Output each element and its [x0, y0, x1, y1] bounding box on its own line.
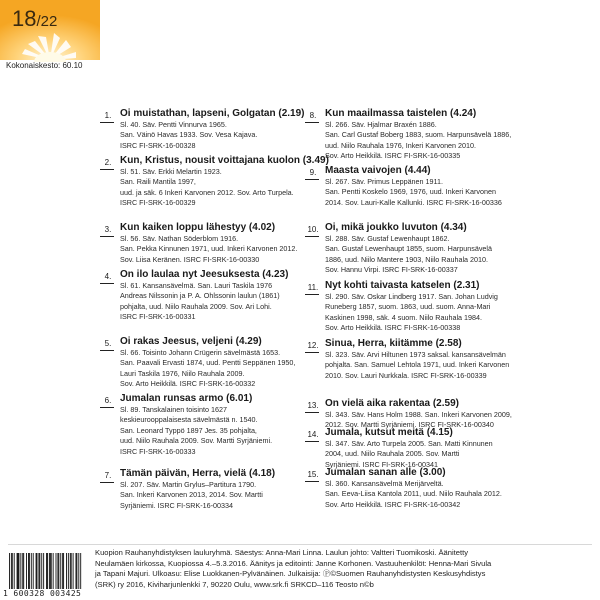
track-desc-line: Sl. 207. Säv. Martin Grylus–Partitura 1790. — [120, 480, 257, 489]
barcode-bar — [73, 553, 74, 589]
track-desc-line: uud. ja säk. 6 Inkeri Karvonen 2012. Sov. Arto Turpela. — [120, 187, 294, 197]
barcode-bar — [51, 553, 52, 589]
barcode-bar — [78, 553, 79, 589]
track-number-underline — [305, 412, 319, 413]
track-number-text: 2. — [104, 158, 112, 167]
track-number-underline — [305, 352, 319, 353]
track-desc-line: Sl. 51. Säv. Erkki Melartin 1923. — [120, 167, 222, 176]
barcode-bar — [70, 553, 71, 589]
track-number-text: 11. — [307, 283, 319, 292]
total-duration: Kokonaiskesto: 60.10 — [6, 61, 83, 70]
barcode-bar — [17, 553, 18, 589]
track-desc-line: ISRC FI-SRK-16-00328 — [120, 140, 196, 150]
track-number-underline — [100, 122, 114, 123]
track-title: Kun, Kristus, nousit voittajana kuolon (3.49) — [120, 155, 329, 166]
track-number — [100, 225, 123, 234]
track-number — [305, 225, 328, 234]
barcode-bar — [12, 553, 13, 589]
track-title: Kun maailmassa taistelen (4.24) — [325, 108, 477, 119]
track-number-underline — [305, 481, 319, 482]
track-number-underline — [100, 482, 114, 483]
track-desc-line: Syrjäniemi. ISRC FI-SRK-16-00341 — [325, 459, 439, 469]
track-desc-line: ISRC FI-SRK-16-00329 — [120, 198, 196, 208]
track-desc-line: Sl. 323. Säv. Arvi Hiltunen 1973 saksal. kansansävelmän — [325, 350, 506, 359]
track-number — [305, 111, 328, 120]
barcode-bar — [49, 553, 50, 589]
track-desc-line: San. Väinö Havas 1933. Sov. Vesa Kajava. — [120, 130, 258, 140]
track-number — [305, 341, 328, 350]
track-desc-line: Sov. Hannu Virpi. ISRC FI-SRK-16-00337 — [325, 265, 458, 275]
track-number — [100, 339, 123, 348]
track-desc-line: pohjalta. San. Samuel Lehtola 1971, uud. Inkeri Karvonen — [325, 360, 510, 370]
track-number-underline — [305, 294, 319, 295]
track-number-text: 5. — [104, 339, 112, 348]
barcode-bar — [31, 553, 32, 589]
track-item — [305, 338, 565, 381]
track-desc-line: ISRC FI-SRK-16-00333 — [120, 446, 196, 456]
track-title: Jumalan sanan alle (3.00) — [325, 467, 446, 478]
barcode-bar — [47, 553, 48, 589]
track-desc-line: Sl. 343. Säv. Hans Holm 1988. San. Inkeri Karvonen 2009, — [325, 410, 512, 419]
barcode-bar — [39, 553, 40, 589]
barcode-bar — [76, 553, 77, 589]
barcode-bar — [14, 553, 15, 589]
track-number-text: 4. — [104, 272, 112, 281]
track-item — [305, 108, 565, 162]
track-title: Kun kaiken loppu lähestyy (4.02) — [120, 222, 276, 233]
barcode-bar — [23, 553, 24, 589]
track-number-text: 7. — [104, 471, 112, 480]
barcode-bar — [60, 553, 61, 589]
track-item — [305, 467, 565, 510]
track-desc-line: Sl. 56. Säv. Nathan Söderblom 1916. — [120, 234, 239, 243]
track-desc-line: Sl. 89. Tanskalainen toisinto 1627 — [120, 405, 227, 414]
track-desc-line: Sl. 360. Kansansävelmä Merijärveltä. — [325, 479, 444, 488]
track-title: Tämän päivän, Herra, vielä (4.18) — [120, 468, 276, 479]
track-number-text: 13. — [307, 401, 319, 410]
track-desc-line: pohjalta, uud. Niilo Rauhala 2009. Sov. Ari Lohi. — [120, 301, 272, 311]
track-number — [305, 283, 328, 292]
credits — [95, 548, 585, 590]
track-number-underline — [100, 350, 114, 351]
barcode-digits: 1 600328 003425 — [3, 589, 82, 598]
track-number-underline — [100, 283, 114, 284]
track-desc-line: Andreas Nilssonin ja P. A. Ohlssonin laulun (1861) — [120, 291, 280, 301]
barcode-bar — [41, 553, 42, 589]
track-desc-line: Sov. Arto Heikkilä. ISRC FI-SRK-16-00335 — [325, 151, 461, 161]
barcode-bar — [71, 553, 72, 589]
barcode-bar — [38, 553, 39, 589]
barcode-bar — [66, 553, 67, 589]
barcode-bar — [20, 553, 21, 589]
track-desc-line: 1886, uud. Niilo Mantere 1903, Niilo Rauhala 2010. — [325, 254, 489, 264]
barcode-bar — [28, 553, 29, 589]
track-number-text: 14. — [307, 430, 319, 439]
track-desc-line: Runeberg 1857, suom. 1863, uud. suom. Anna-Mari — [325, 302, 491, 312]
track-number — [100, 158, 123, 167]
track-number-underline — [305, 441, 319, 442]
track-title: Nyt kohti taivasta katselen (2.31) — [325, 280, 480, 291]
track-number — [305, 168, 328, 177]
barcode-bar — [53, 553, 54, 589]
track-desc-line: Sov. Arto Heikkilä. ISRC FI-SRK-16-00332 — [120, 379, 256, 389]
track-number-text: 6. — [104, 396, 112, 405]
credits-line: Neulamäen kirkossa, Kuopiossa 4.–5.3.2016. Äänitys ja editointi: Janne Korhonen. Vastuuhenkilöt: Henna-Mari Sivula — [95, 558, 492, 568]
track-desc-line: San. Inkeri Karvonen 2013, 2014. Sov. Martti — [120, 490, 263, 500]
track-desc-line: San. Pentti Koskelo 1969, 1976, uud. Inkeri Karvonen — [325, 187, 497, 197]
track-item — [305, 165, 565, 208]
barcode-bar — [9, 553, 10, 589]
barcode-bar — [18, 553, 19, 589]
track-number-text: 3. — [104, 225, 112, 234]
track-number — [305, 430, 328, 439]
track-title: Maasta vaivojen (4.44) — [325, 165, 431, 176]
track-number-text: 12. — [307, 341, 319, 350]
track-desc-line: Sl. 266. Säv. Hjalmar Braxén 1886. — [325, 120, 437, 129]
track-desc-line: 2004, uud. Niilo Rauhala 2005. Sov. Martti — [325, 449, 460, 459]
track-desc-line: Sov. Liisa Keränen. ISRC FI-SRK-16-00330 — [120, 254, 260, 264]
track-desc-line: Sl. 40. Säv. Pentti Vinnurva 1965. — [120, 120, 227, 129]
credits-line: (SRK) ry 2016, Kiviharjunlenkki 7, 90220 Oulu, www.srk.fi SRKCD–116 Teosto n©b — [95, 579, 374, 589]
track-item — [305, 427, 565, 470]
barcode-bar — [46, 553, 47, 589]
track-title: Jumalan runsas armo (6.01) — [120, 393, 253, 404]
track-desc-line: San. Pekka Kinnunen 1971, uud. Inkeri Karvonen 2012. — [120, 244, 298, 254]
track-desc-line: San. Leonard Typpö 1897 Jes. 35 pohjalta, — [120, 425, 257, 435]
barcode-bar — [63, 553, 64, 589]
barcode-bar — [37, 553, 38, 589]
barcode-bar — [11, 553, 12, 589]
barcode-bar — [76, 553, 77, 589]
album-number-total: /22 — [36, 13, 58, 30]
credits-line: Kuopion Rauhanyhdistyksen lauluryhmä. Säestys: Anna-Mari Linna. Laulun johto: Valtteri Tuomikoski. Äänitetty — [95, 548, 469, 557]
track-desc-line: 2014. Sov. Lauri-Kalle Kallunki. ISRC FI-SRK-16-00336 — [325, 197, 502, 207]
barcode-bar — [29, 553, 30, 589]
track-desc-line: ISRC FI-SRK-16-00331 — [120, 312, 196, 322]
barcode-bar — [62, 553, 63, 589]
track-number-underline — [305, 179, 319, 180]
track-desc-line: uud. Niilo Rauhala 1976, Inkeri Karvonen 2010. — [325, 140, 477, 150]
track-desc-line: 2010. Sov. Lauri Nurkkala. ISRC FI-SRK-16-00339 — [325, 370, 487, 380]
track-desc-line: Syrjäniemi. ISRC FI-SRK-16-00334 — [120, 500, 234, 510]
barcode-bar — [56, 553, 57, 589]
track-number-text: 9. — [309, 168, 317, 177]
track-desc-line: 2012. Sov. Martti Syrjäniemi. ISRC FI-SRK-16-00340 — [325, 420, 494, 430]
track-desc-line: Sov. Arto Heikkilä. ISRC FI-SRK-16-00342 — [325, 499, 461, 509]
track-number-text: 10. — [307, 225, 319, 234]
track-number — [305, 401, 328, 410]
track-desc-line: Sl. 288. Säv. Gustaf Lewenhaupt 1862. — [325, 234, 450, 243]
track-desc-line: Sov. Arto Heikkilä. ISRC FI-SRK-16-00338 — [325, 323, 461, 333]
track-desc-line: San. Paavali Ervasti 1874, uud. Pentti Seppänen 1950, — [120, 358, 296, 368]
barcode-bar — [43, 553, 44, 589]
barcode-bars — [3, 553, 85, 589]
credits-line: ja Tapani Majuri. Ulkoasu: Elise Luokkanen-Pylvänäinen. Julkaisija: Ⓟ©Suomen Rauhanyhdistysten Keskusyhdistys — [95, 569, 486, 579]
track-number — [100, 471, 123, 480]
track-desc-line: San. Carl Gustaf Boberg 1883, suom. Harpunsävelä 1886, — [325, 130, 512, 140]
barcode-bar — [36, 553, 37, 589]
barcode-bar — [68, 553, 69, 589]
track-number-text: 15. — [307, 470, 319, 479]
track-title: Oi rakas Jeesus, veljeni (4.29) — [120, 336, 262, 347]
track-title: Oi muistathan, lapseni, Golgatan (2.19) — [120, 108, 305, 119]
track-number-text: 8. — [309, 111, 317, 120]
track-title: On vielä aika rakentaa (2.59) — [325, 398, 459, 409]
track-desc-line: Sl. 267. Säv. Primus Leppänen 1911. — [325, 177, 444, 186]
track-desc-line: keskieurooppalaisesta sävelmästä n. 1540. — [120, 415, 258, 425]
track-number — [305, 470, 328, 479]
barcode-bar — [19, 553, 20, 589]
track-desc-line: Sl. 66. Toisinto Johann Crügerin sävelmästä 1653. — [120, 348, 281, 357]
barcode-bar — [58, 553, 59, 589]
track-number — [100, 111, 123, 120]
barcode-bar — [33, 553, 34, 589]
barcode — [3, 553, 85, 600]
track-number — [100, 396, 123, 405]
barcode-bar — [22, 553, 23, 589]
track-desc-line: Sl. 61. Kansansävelmä. San. Lauri Taskila 1976 — [120, 281, 273, 290]
track-number-text: 1. — [104, 111, 112, 120]
track-desc-line: Sl. 347. Säv. Arto Turpela 2005. San. Matti Kinnunen — [325, 439, 493, 448]
track-number-underline — [100, 236, 114, 237]
album-number-main: 18 — [12, 6, 37, 31]
track-number-underline — [305, 236, 319, 237]
track-title: Sinua, Herra, kiitämme (2.58) — [325, 338, 462, 349]
track-number-underline — [100, 169, 114, 170]
track-desc-line: San. Gustaf Lewenhaupt 1855, suom. Harpunsävelä — [325, 244, 493, 254]
barcode-bar — [26, 553, 27, 589]
album-number — [12, 6, 57, 32]
barcode-bar — [57, 553, 58, 589]
track-title: Oi, mikä joukko luvuton (4.34) — [325, 222, 467, 233]
barcode-bar — [50, 553, 51, 589]
track-number — [100, 272, 123, 281]
track-desc-line: Lauri Taskila 1976, Niilo Rauhala 2009. — [120, 368, 245, 378]
track-number-underline — [305, 122, 319, 123]
track-item — [305, 398, 565, 431]
track-desc-line: Sl. 290. Säv. Oskar Lindberg 1917. San. Johan Ludvig — [325, 292, 498, 301]
track-desc-line: Kaskinen 1998, säk. 4 suom. Niilo Rauhala 1984. — [325, 312, 483, 322]
track-number-underline — [100, 407, 114, 408]
track-item — [305, 222, 565, 276]
track-title: Jumala, kutsut meitä (4.15) — [325, 427, 453, 438]
track-desc-line: uud. Niilo Rauhala 2009. Sov. Martti Syrjäniemi. — [120, 436, 273, 446]
divider — [8, 544, 592, 545]
track-desc-line: San. Raili Mantila 1997, — [120, 177, 196, 187]
track-desc-line: San. Eeva-Liisa Kantola 2011, uud. Niilo Rauhala 2012. — [325, 489, 502, 499]
track-title: On ilo laulaa nyt Jeesuksesta (4.23) — [120, 269, 289, 280]
track-item — [305, 280, 565, 334]
barcode-bar — [80, 553, 81, 589]
